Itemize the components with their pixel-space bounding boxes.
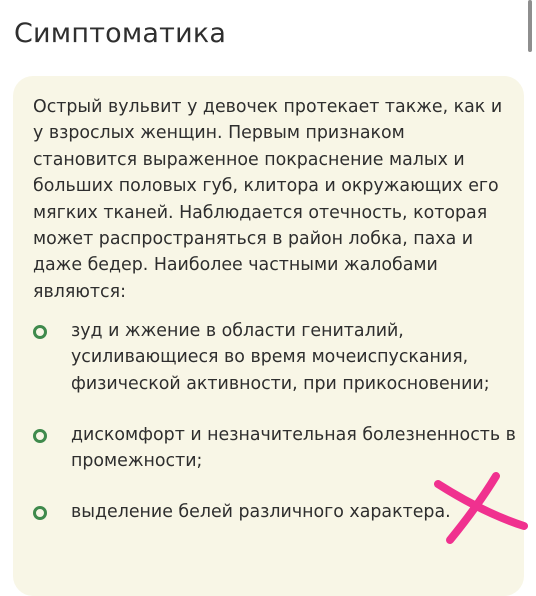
- bullet-circle-icon: [33, 506, 47, 520]
- bullet-circle-icon: [33, 429, 47, 443]
- x-mark-icon: [430, 470, 530, 550]
- list-item: дискомфорт и незначительная болезненность в промежности;: [71, 425, 516, 472]
- scrollbar[interactable]: [528, 0, 532, 52]
- intro-paragraph: Острый вульвит у девочек протекает также, как и у взрослых женщин. Первым признаком становится выраженное покраснение малых и больших половых губ, клитора и окружающих его мягких тканей. Наблюдается отечность, которая может распространяться в район лобка, паха и даже бедер. Наиболее частными жалобами являются:: [33, 97, 503, 302]
- bullet-circle-icon: [33, 325, 47, 339]
- section-title: Симптоматика: [14, 18, 227, 49]
- list-item: выделение белей различного характера.: [71, 502, 451, 522]
- list-item: зуд и жжение в области гениталий, усиливающиеся во время мочеиспускания, физической активности, при прикосновении;: [71, 321, 490, 394]
